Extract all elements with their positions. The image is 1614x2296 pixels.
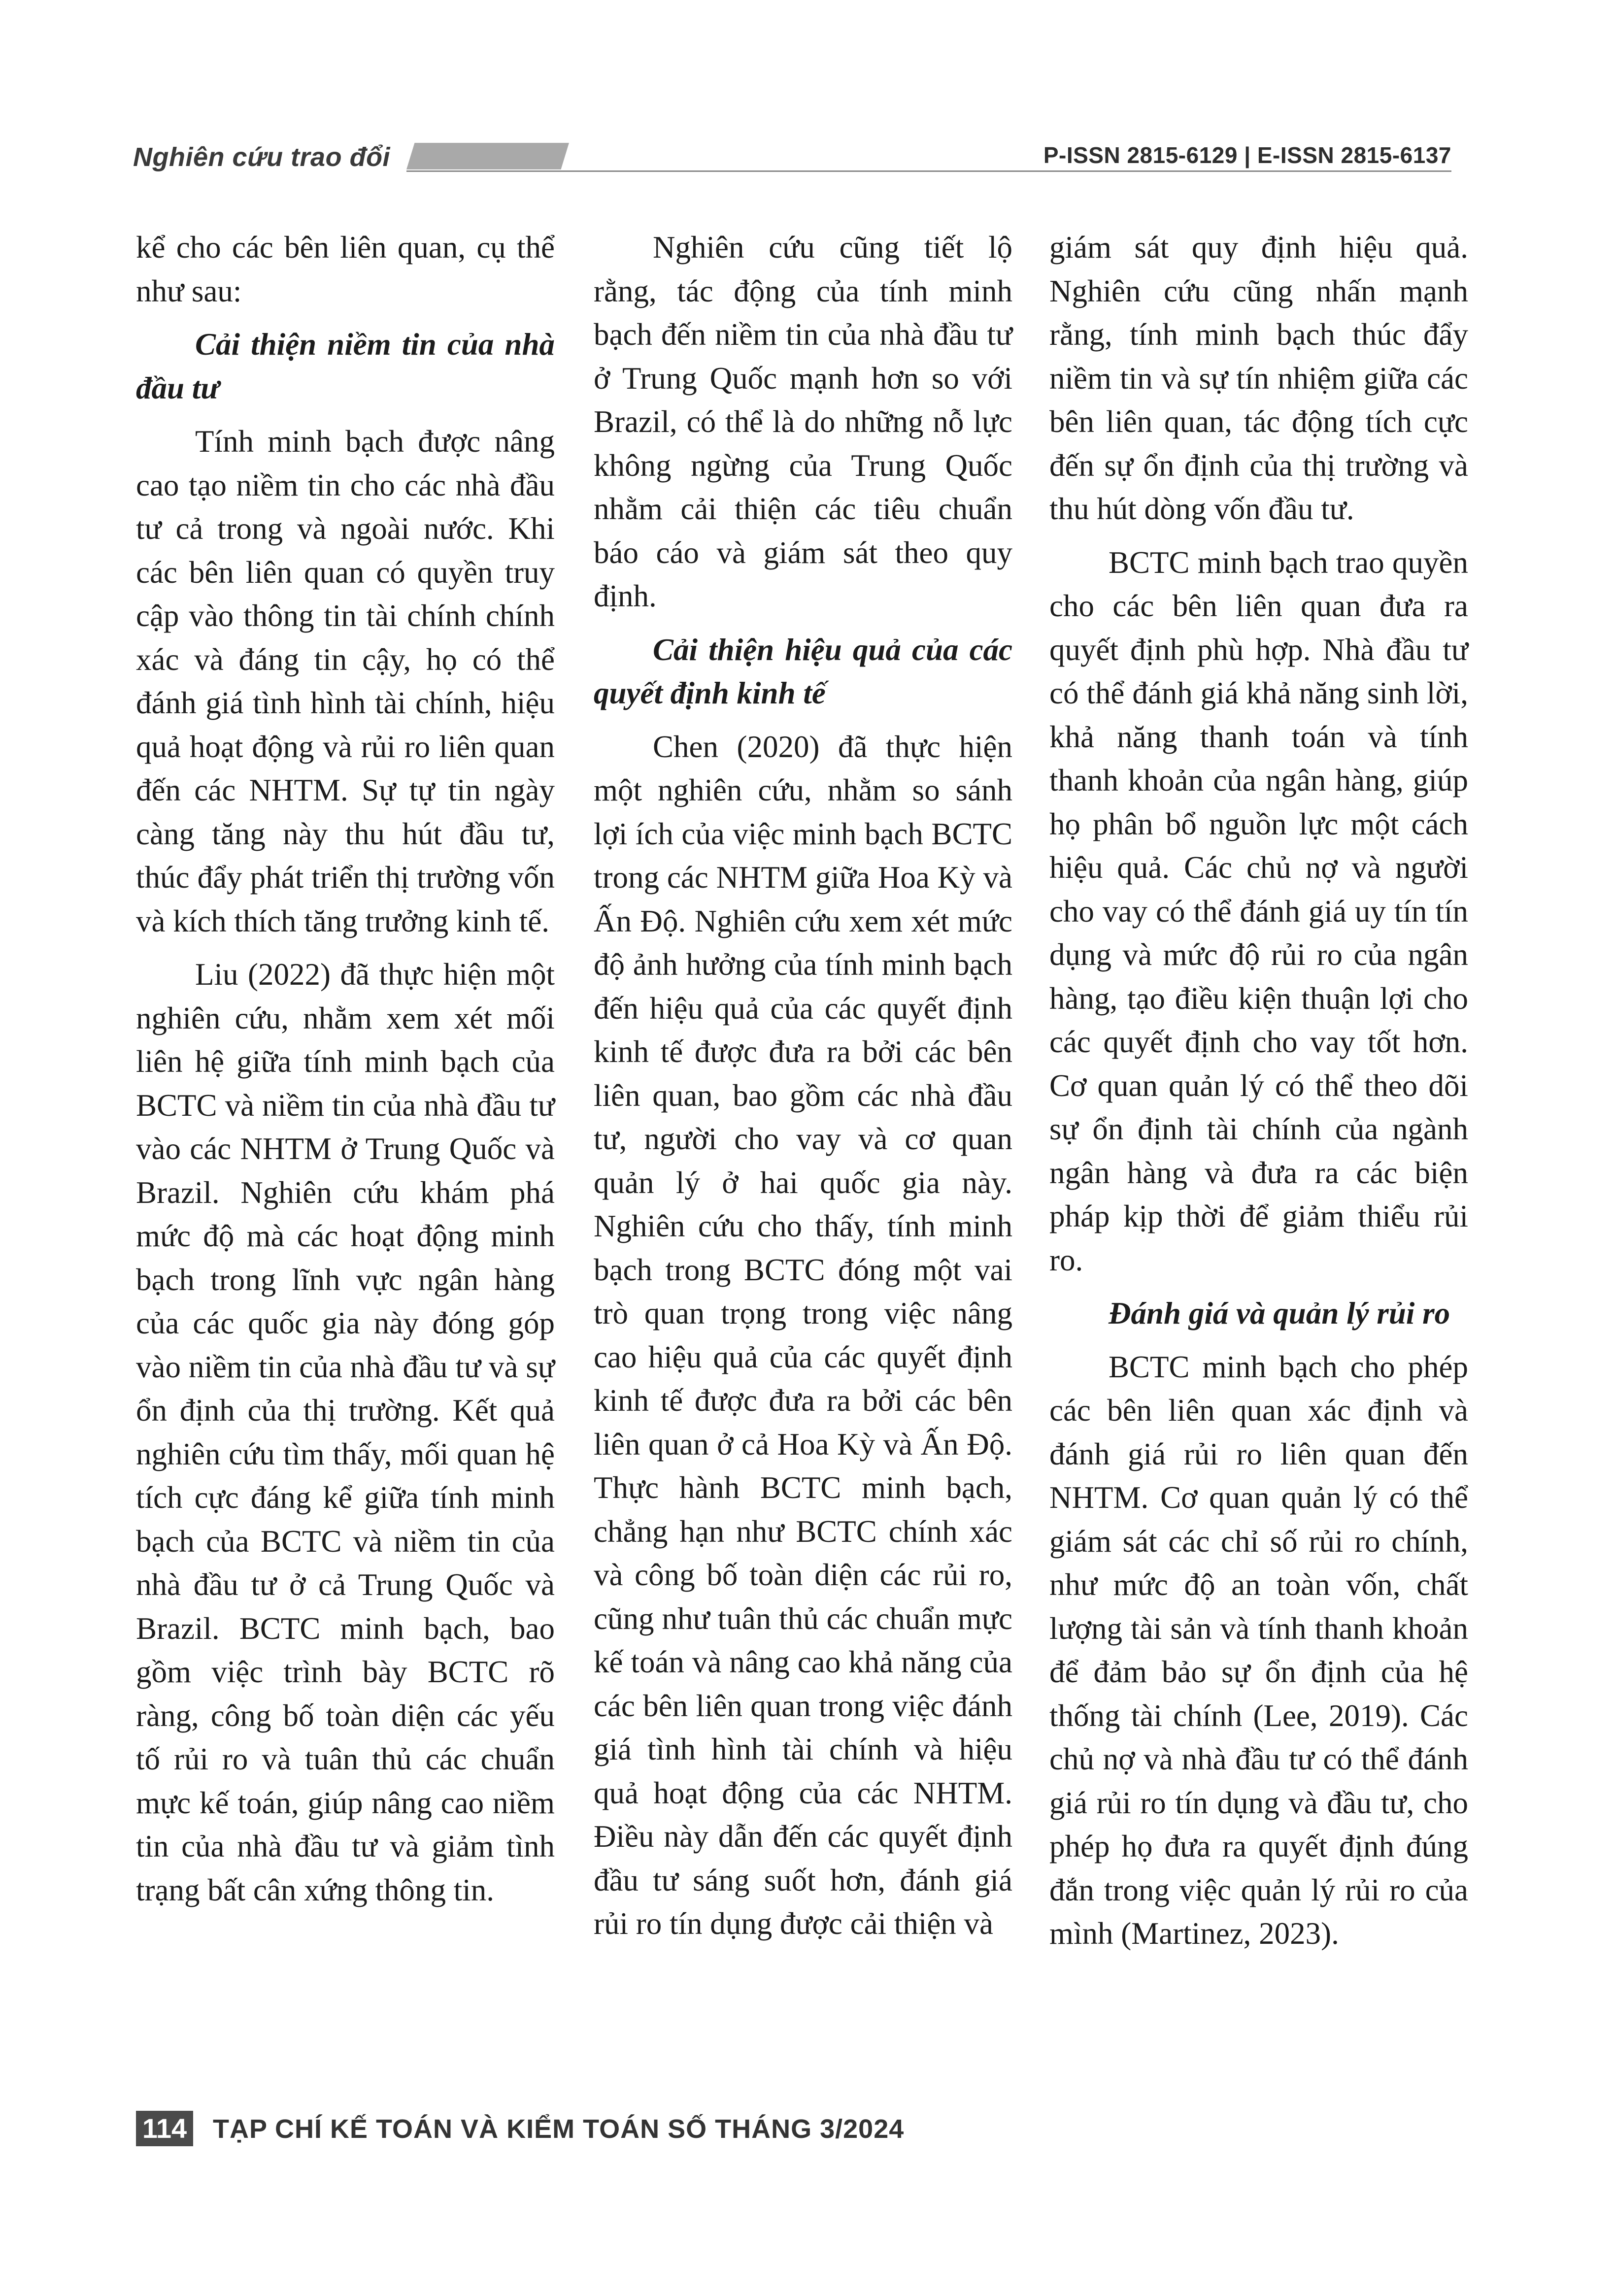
- paragraph: BCTC minh bạch trao quyền cho các bên liên quan đưa ra quyết định phù hợp. Nhà đầu tư có thể đánh giá khả năng sinh lời, khả năng thanh toán và tính thanh khoản của ngân hàng, giúp họ phân bổ nguồn lực một cách hiệu quả. Các chủ nợ và người cho vay có thể đánh giá uy tín tín dụng và mức độ rủi ro của ngân hàng, tạo điều kiện thuận lợi cho các quyết định cho vay tốt hơn. Cơ quan quản lý có thể theo dõi sự ổn định tài chính của ngành ngân hàng và đưa ra các biện pháp kịp thời để giảm thiểu rủi ro.: [1049, 545, 1468, 1277]
- subheading-investor-trust: Cải thiện niềm tin của nhà đầu tư: [136, 327, 555, 405]
- subheading-risk-management: Đánh giá và quản lý rủi ro: [1109, 1296, 1450, 1331]
- paragraph: Liu (2022) đã thực hiện một nghiên cứu, nhằm xem xét mối liên hệ giữa tính minh bạch của BCTC và niềm tin của nhà đầu tư vào các NHTM ở Trung Quốc và Brazil. Nghiên cứu khám phá mức độ mà các hoạt động minh bạch trong lĩnh vực ngân hàng của các quốc gia này đóng góp vào niềm tin của nhà đầu tư và sự ổn định của thị trường. Kết quả nghiên cứu tìm thấy, mối quan hệ tích cực đáng kể giữa tính minh bạch của BCTC và niềm tin của nhà đầu tư ở cả Trung Quốc và Brazil. BCTC minh bạch, bao gồm việc trình bày BCTC rõ ràng, công bố toàn diện các yếu tố rủi ro và tuân thủ các chuẩn mực kế toán, giúp nâng cao niềm tin của nhà đầu tư và giảm tình trạng bất cân xứng thông tin.: [136, 957, 555, 1907]
- column-1: [136, 226, 555, 1922]
- paragraph: Chen (2020) đã thực hiện một nghiên cứu, nhằm so sánh lợi ích của việc minh bạch BCTC trong các NHTM giữa Hoa Kỳ và Ấn Độ. Nghiên cứu xem xét mức độ ảnh hưởng của tính minh bạch đến hiệu quả của các quyết định kinh tế được đưa ra bởi các bên liên quan, bao gồm các nhà đầu tư, người cho vay và cơ quan quản lý ở hai quốc gia này. Nghiên cứu cho thấy, tính minh bạch trong BCTC đóng một vai trò quan trọng trong việc nâng cao hiệu quả của các quyết định kinh tế được đưa ra bởi các bên liên quan ở cả Hoa Kỳ và Ấn Độ. Thực hành BCTC minh bạch, chẳng hạn như BCTC chính xác và công bố toàn diện các rủi ro, cũng như tuân thủ các chuẩn mực kế toán và nâng cao khả năng của các bên liên quan trong việc đánh giá tình hình tài chính và hiệu quả hoạt động của các NHTM. Điều này dẫn đến các quyết định đầu tư sáng suốt hơn, đánh giá rủi ro tín dụng được cải thiện và: [594, 729, 1012, 1941]
- issn-label: P-ISSN 2815-6129 | E-ISSN 2815-6137: [1043, 142, 1451, 168]
- header-rule: [406, 170, 1451, 172]
- journal-title: TẠP CHÍ KẾ TOÁN VÀ KIỂM TOÁN SỐ THÁNG 3/2024: [213, 2114, 905, 2144]
- paragraph: kể cho các bên liên quan, cụ thể như sau:: [136, 230, 555, 308]
- header-accent-bar: [406, 143, 569, 169]
- paragraph: BCTC minh bạch cho phép các bên liên quan xác định và đánh giá rủi ro liên quan đến NHTM. Cơ quan quản lý có thể giám sát các chỉ số rủi ro chính, như mức độ an toàn vốn, chất lượng tài sản và tính thanh khoản để đảm bảo sự ổn định của hệ thống tài chính (Lee, 2019). Các chủ nợ và nhà đầu tư có thể đánh giá rủi ro tín dụng và đầu tư, cho phép họ đưa ra quyết định đúng đắn trong việc quản lý rủi ro của mình (Martinez, 2023).: [1049, 1349, 1468, 1951]
- column-3: [1049, 226, 1468, 1965]
- paragraph: Nghiên cứu cũng tiết lộ rằng, tác động của tính minh bạch đến niềm tin của nhà đầu tư ở Trung Quốc mạnh hơn so với Brazil, có thể là do những nỗ lực không ngừng của Trung Quốc nhằm cải thiện các tiêu chuẩn báo cáo và giám sát theo quy định.: [594, 230, 1012, 613]
- paragraph: giám sát quy định hiệu quả. Nghiên cứu cũng nhấn mạnh rằng, tính minh bạch thúc đẩy niềm tin và sự tín nhiệm giữa các bên liên quan, tác động tích cực đến sự ổn định của thị trường và thu hút dòng vốn đầu tư.: [1049, 230, 1468, 526]
- section-title: Nghiên cứu trao đổi: [133, 142, 391, 172]
- subheading-economic-decisions: Cải thiện hiệu quả của các quyết định kinh tế: [594, 632, 1012, 710]
- column-2: [594, 226, 1012, 1956]
- page-number: 114: [136, 2111, 193, 2146]
- paragraph: Tính minh bạch được nâng cao tạo niềm tin cho các nhà đầu tư cả trong và ngoài nước. Khi các bên liên quan có quyền truy cập vào thông tin tài chính chính xác và đáng tin cậy, họ có thể đánh giá tình hình tài chính, hiệu quả hoạt động và rủi ro liên quan đến các NHTM. Sự tự tin ngày càng tăng này thu hút đầu tư, thúc đẩy phát triển thị trường vốn và kích thích tăng trưởng kinh tế.: [136, 424, 555, 938]
